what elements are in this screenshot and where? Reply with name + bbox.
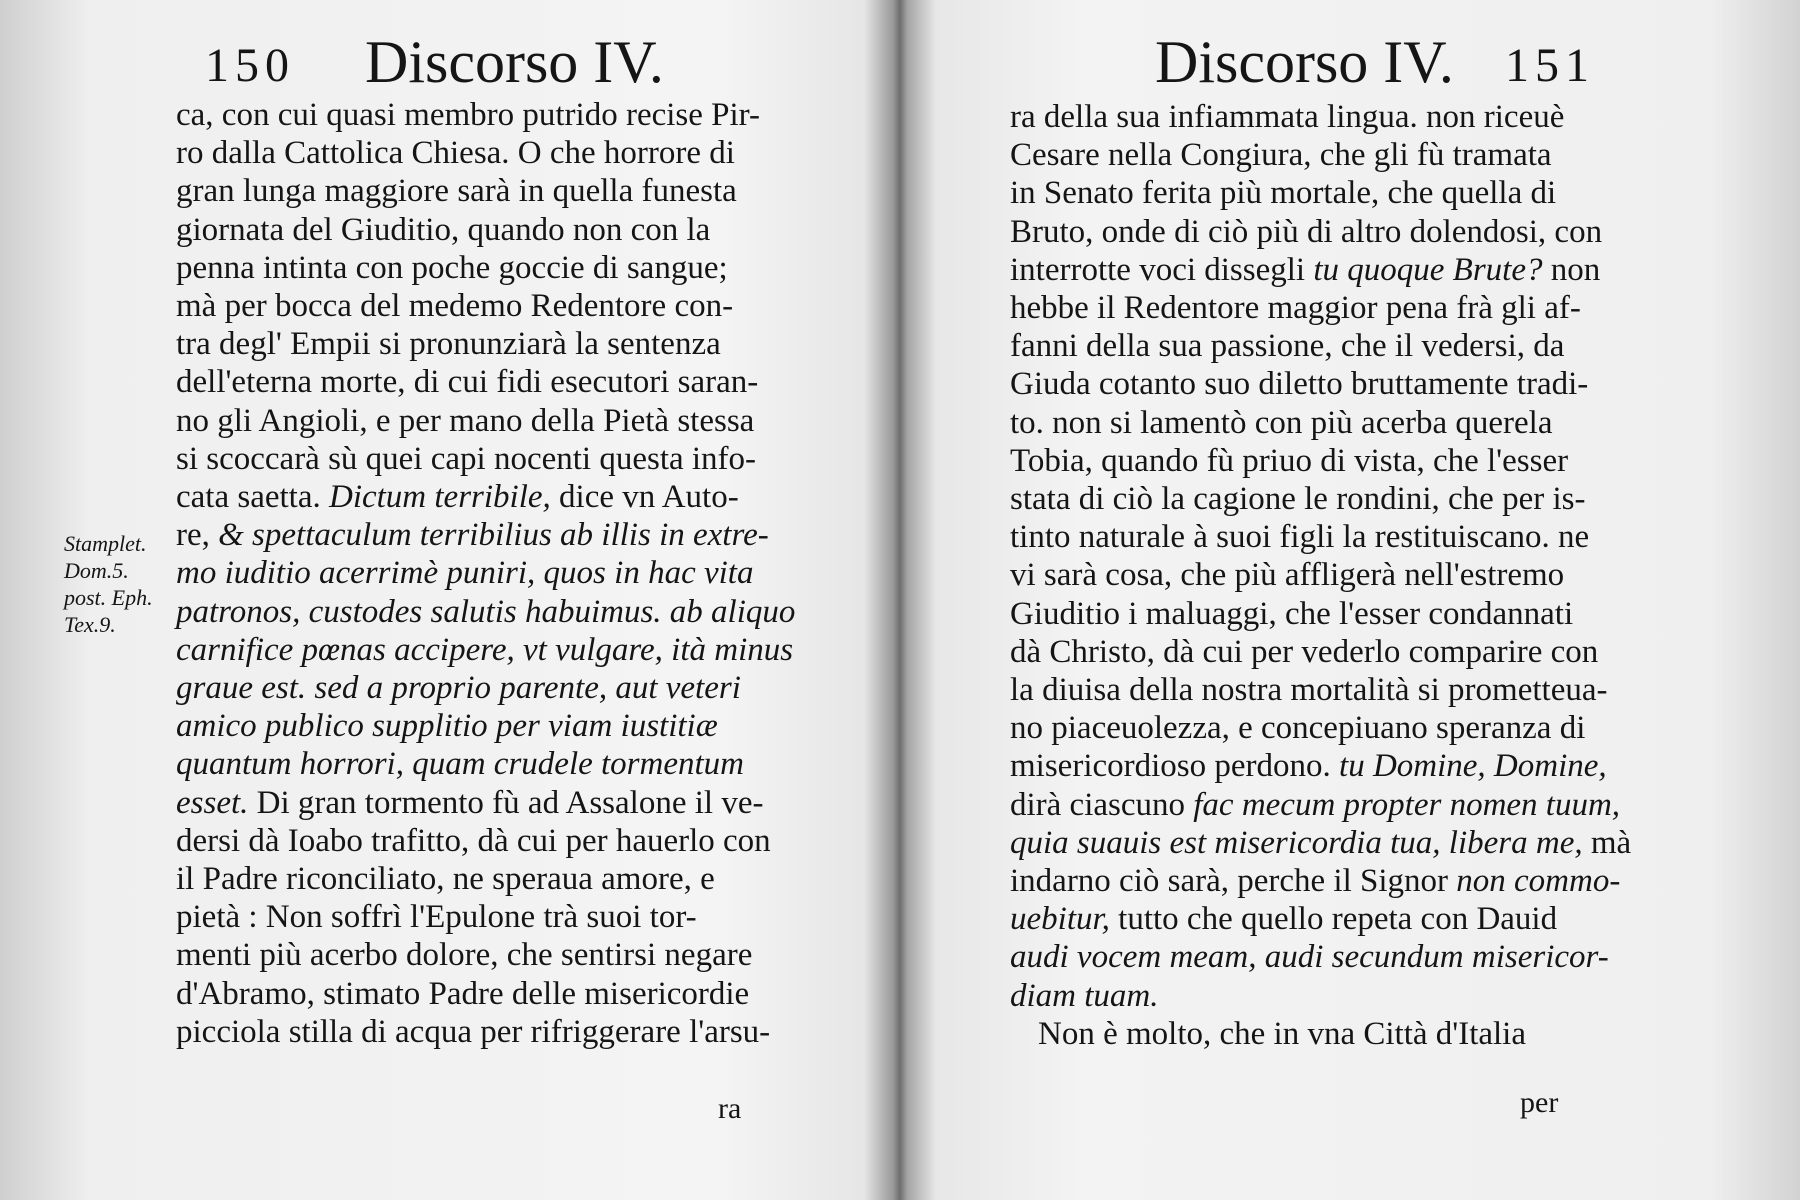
italic-phrase: non commo-	[1448, 863, 1621, 900]
margin-note-line: Dom.5.	[64, 558, 129, 583]
text-line	[1010, 786, 1630, 824]
line-text: vi sarà cosa, che più affligerà nell'estremo	[1010, 557, 1565, 594]
text-line	[1010, 442, 1630, 480]
right-page-number: 151	[1505, 39, 1595, 92]
line-tail: non	[1542, 251, 1601, 288]
text-line	[176, 1013, 796, 1051]
right-running-head: Discorso IV.	[1155, 29, 1454, 95]
italic-phrase: Dictum terribile,	[320, 479, 551, 516]
line-text: no gli Angioli, e per mano della Pietà stessa	[176, 402, 755, 439]
text-line	[176, 287, 796, 325]
line-text: carnifice pœnas accipere, vt vulgare, ità minus	[176, 631, 794, 668]
text-line	[176, 707, 796, 745]
text-line	[1010, 1015, 1630, 1053]
text-line	[1010, 556, 1630, 594]
text-line	[176, 936, 796, 974]
text-line	[1010, 633, 1630, 671]
line-text: Non è molto, che in vna Città d'Italia	[1038, 1015, 1526, 1052]
left-running-head: Discorso IV.	[365, 29, 664, 95]
right-body-text	[1010, 98, 1630, 1053]
line-text: quantum horrori, quam crudele tormentum	[176, 746, 744, 783]
line-text: penna intinta con poche goccie di sangue;	[176, 249, 728, 286]
line-text: misericordioso perdono.	[1010, 748, 1331, 785]
line-text: graue est. sed a proprio parente, aut veteri	[176, 670, 741, 707]
line-text: si scoccarà sù quei capi nocenti questa info-	[176, 440, 757, 477]
line-text: patronos, custodes salutis habuimus. ab aliquo	[176, 593, 796, 630]
right-page	[880, 0, 1800, 1200]
text-line	[176, 554, 796, 592]
line-text: no piaceuolezza, e concepiuano speranza di	[1010, 710, 1586, 747]
text-line	[176, 478, 796, 516]
text-line	[176, 325, 796, 363]
text-line	[176, 172, 796, 210]
line-text: dirà ciascuno	[1010, 786, 1186, 823]
text-line	[176, 860, 796, 898]
text-line	[176, 784, 796, 822]
text-line	[176, 631, 796, 669]
left-margin-note	[64, 530, 174, 638]
text-line	[176, 593, 796, 631]
italic-phrase: tu quoque Brute?	[1305, 251, 1543, 288]
text-line	[176, 822, 796, 860]
text-line	[1010, 289, 1630, 327]
text-line	[1010, 862, 1630, 900]
text-line	[1010, 174, 1630, 212]
text-line	[1010, 595, 1630, 633]
text-line	[1010, 900, 1630, 938]
line-text: mo iuditio acerrimè puniri, quos in hac vita	[176, 555, 754, 592]
text-line	[176, 745, 796, 783]
text-line	[1010, 251, 1630, 289]
left-header	[0, 28, 880, 98]
text-line	[1010, 213, 1630, 251]
line-text: dà Christo, dà cui per vederlo comparire con	[1010, 633, 1599, 670]
line-text: stata di ciò la cagione le rondini, che per is-	[1010, 481, 1586, 518]
line-text: dersi dà Ioabo trafitto, dà cui per hauerlo con	[176, 822, 771, 859]
text-line	[1010, 977, 1630, 1015]
text-line	[176, 96, 796, 134]
text-line	[1010, 938, 1630, 976]
italic-phrase: tu Domine, Domine,	[1330, 748, 1607, 785]
text-line	[176, 516, 796, 554]
line-text: d'Abramo, stimato Padre delle misericordie	[176, 975, 750, 1012]
line-text: menti più acerbo dolore, che sentirsi negare	[176, 937, 753, 974]
roman-phrase: mà	[1582, 824, 1632, 861]
line-text: to. non si lamentò con più acerba querela	[1010, 404, 1553, 441]
margin-note-line: Stamplet.	[64, 531, 147, 556]
text-line	[1010, 518, 1630, 556]
text-line	[176, 898, 796, 936]
text-line	[1010, 480, 1630, 518]
line-text: ra della sua infiammata lingua. non riceuè	[1010, 99, 1565, 135]
left-page-number: 150	[205, 39, 295, 92]
text-line	[176, 669, 796, 707]
text-line	[176, 134, 796, 172]
line-text: ca, con cui quasi membro putrido recise Pir-	[176, 97, 760, 133]
margin-note-line: post. Eph.	[64, 585, 153, 610]
line-text: Giuditio i maluaggi, che l'esser condannati	[1010, 595, 1574, 632]
line-text: Tobia, quando fù priuo di vista, che l'esser	[1010, 442, 1569, 479]
text-line	[1010, 824, 1630, 862]
line-text: tra degl' Empii si pronunziarà la sentenza	[176, 326, 721, 363]
line-text: uebitur,	[1010, 901, 1110, 938]
line-text: cata saetta.	[176, 479, 321, 516]
text-line	[1010, 98, 1630, 136]
margin-note-line: Tex.9.	[64, 612, 116, 637]
line-text: in Senato ferita più mortale, che quella di	[1010, 175, 1557, 212]
text-line	[176, 249, 796, 287]
line-text: giornata del Giuditio, quando non con la	[176, 211, 711, 248]
text-line	[176, 211, 796, 249]
text-line	[1010, 404, 1630, 442]
line-text: dell'eterna morte, di cui fidi esecutori saran-	[176, 364, 759, 401]
line-text: diam tuam.	[1010, 977, 1159, 1014]
line-text: fanni della sua passione, che il vedersi, da	[1010, 328, 1565, 365]
line-text: mà per bocca del medemo Redentore con-	[176, 288, 734, 325]
line-tail: dice vn Auto-	[550, 479, 739, 516]
line-text: amico publico supplitio per viam iustitiæ	[176, 708, 718, 745]
line-text: il Padre riconciliato, ne speraua amore, e	[176, 861, 715, 898]
text-line	[1010, 709, 1630, 747]
line-text: la diuisa della nostra mortalità si prometteua-	[1010, 672, 1608, 709]
text-line	[176, 440, 796, 478]
left-page	[0, 0, 880, 1200]
left-catchword: ra	[718, 1092, 742, 1125]
line-text: audi vocem meam, audi secundum misericor-	[1010, 939, 1609, 976]
line-text: esset.	[176, 784, 249, 821]
line-text: Giuda cotanto suo diletto bruttamente tradi-	[1010, 366, 1589, 403]
right-catchword: per	[1520, 1086, 1559, 1119]
line-text: Cesare nella Congiura, che gli fù tramata	[1010, 137, 1552, 174]
line-text: picciola stilla di acqua per rifriggerare l'arsu-	[176, 1013, 771, 1050]
text-line	[1010, 136, 1630, 174]
line-text: ro dalla Cattolica Chiesa. O che horrore di	[176, 135, 735, 172]
roman-phrase: tutto che quello repeta con Dauid	[1109, 901, 1558, 938]
italic-phrase: fac mecum propter nomen tuum,	[1185, 786, 1621, 823]
text-line	[176, 402, 796, 440]
text-line	[1010, 747, 1630, 785]
text-line	[1010, 671, 1630, 709]
line-text: gran lunga maggiore sarà in quella funesta	[176, 173, 737, 210]
text-line	[1010, 327, 1630, 365]
italic-phrase: & spettaculum terribilius ab illis in extre-	[209, 517, 769, 554]
line-text: interrotte voci dissegli	[1010, 251, 1306, 288]
right-header	[880, 28, 1800, 98]
line-text: tinto naturale à suoi figli la restituiscano. ne	[1010, 519, 1590, 556]
left-body-text	[176, 96, 796, 1051]
text-line	[176, 975, 796, 1013]
line-text: quia suauis est misericordia tua, libera me,	[1010, 824, 1583, 861]
line-text: re,	[176, 517, 210, 554]
line-text: indarno ciò sarà, perche il Signor	[1010, 863, 1449, 900]
roman-phrase: Di gran tormento fù ad Assalone il ve-	[248, 784, 764, 821]
line-text: hebbe il Redentore maggior pena frà gli af-	[1010, 290, 1581, 327]
line-text: pietà : Non soffrì l'Epulone trà suoi tor-	[176, 899, 697, 936]
line-text: Bruto, onde di ciò più di altro dolendosi, con	[1010, 213, 1603, 250]
text-line	[1010, 365, 1630, 403]
text-line	[176, 363, 796, 401]
